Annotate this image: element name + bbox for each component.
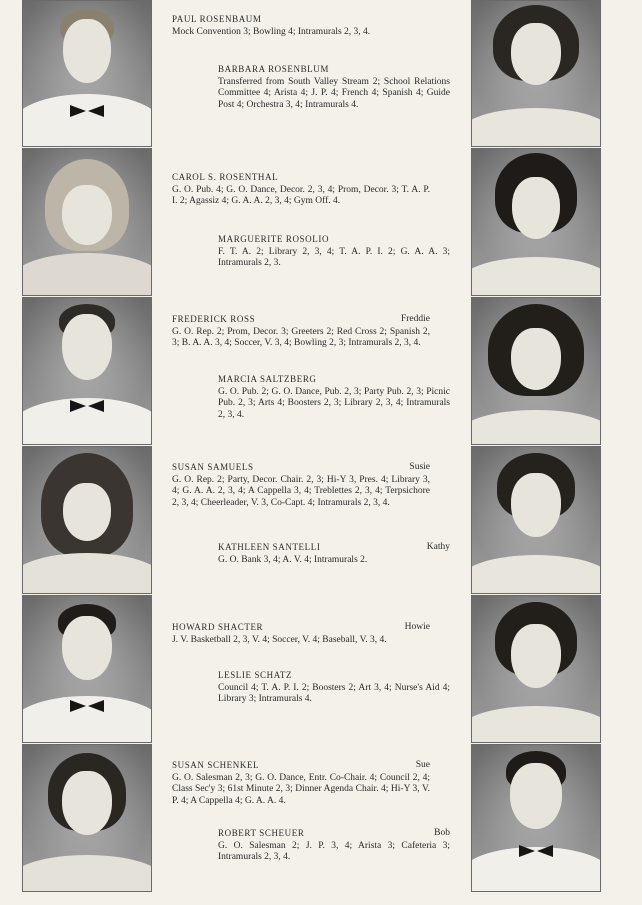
entry-frederick-ross xyxy=(172,314,430,350)
portrait-howard-shacter xyxy=(22,595,152,743)
student-name: SUSAN SCHENKEL xyxy=(172,760,260,770)
portrait-susan-schenkel xyxy=(22,744,152,892)
student-activities: G. O. Rep. 2; Party, Decor. Chair. 2, 3; Hi-Y 3, Pres. 4; Library 3, 4; G. A. A. 2, 3, 4; A Cappella 3, 4; Treblettes 2, 3, 4; Terpsichore 2, 3, 4; Cheerleader, V. 3, Co-Capt. 4; Intramurals 2, 3, 4. xyxy=(172,474,430,508)
student-name: PAUL ROSENBAUM xyxy=(172,14,262,24)
portrait-leslie-schatz xyxy=(471,595,601,743)
student-activities: G. O. Bank 3, 4; A. V. 4; Intramurals 2. xyxy=(218,554,368,565)
student-name: ROBERT SCHEUER xyxy=(218,828,305,838)
student-nickname: Kathy xyxy=(426,542,450,552)
portrait-paul-rosenbaum xyxy=(22,0,152,147)
portrait-frederick-ross xyxy=(22,297,152,445)
student-activities: Mock Convention 3; Bowling 4; Intramurals 2, 3, 4. xyxy=(172,26,371,37)
student-activities: G. O. Salesman 2; J. P. 3, 4; Arista 3; Cafeteria 3; Intramurals 2, 3, 4. xyxy=(218,840,450,862)
student-activities: G. O. Pub. 2; G. O. Dance, Pub. 2, 3; Party Pub. 2, 3; Picnic Pub. 2, 3; Arts 4; Boosters 2, 3; Library 2, 3, 4; Intramurals 2, 3, 4. xyxy=(218,386,450,420)
student-activities: F. T. A. 2; Library 2, 3, 4; T. A. P. I. 2; G. A. A. 3; Intramurals 2, 3. xyxy=(218,246,450,268)
portrait-robert-scheuer xyxy=(471,744,601,892)
student-nickname: Bob xyxy=(434,828,450,838)
student-nickname: Sue xyxy=(415,760,430,770)
entry-marguerite-rosolio xyxy=(218,234,450,270)
portrait-marguerite-rosolio xyxy=(471,148,601,296)
student-activities: Council 4; T. A. P. I. 2; Boosters 2; Art 3, 4; Nurse's Aid 4; Library 3; Intramurals 4. xyxy=(218,682,450,704)
entry-marcia-saltzberg xyxy=(218,374,450,421)
student-activities: Transferred from South Valley Stream 2; School Relations Committee 4; Arista 4; J. P. 4; French 4; Spanish 4; Guide Post 4; Orchestra 3, 4; Intramurals 4. xyxy=(218,76,450,110)
entry-howard-shacter xyxy=(172,622,430,646)
student-name: KATHLEEN SANTELLI xyxy=(218,542,321,552)
student-nickname: Freddie xyxy=(400,314,430,324)
student-name: FREDERICK ROSS xyxy=(172,314,256,324)
entry-susan-samuels xyxy=(172,462,430,509)
student-activities: G. O. Salesman 2, 3; G. O. Dance, Entr. Co-Chair. 4; Council 2, 4; Class Sec'y 3; 61st Minute 2, 3; Dinner Agenda Chair. 4; Hi-Y 3, V. P. 4; A Cappella 4; G. A. A. 4. xyxy=(172,772,430,806)
student-name: LESLIE SCHATZ xyxy=(218,670,293,680)
student-nickname: Howie xyxy=(404,622,430,632)
portrait-marcia-saltzberg xyxy=(471,297,601,445)
entry-carol-rosenthal xyxy=(172,172,430,208)
portrait-susan-samuels xyxy=(22,446,152,594)
student-activities: G. O. Rep. 2; Prom, Decor. 3; Greeters 2; Red Cross 2; Spanish 2, 3; B. A. A. 3, 4; Soccer, V. 3, 4; Bowling 2, 3; Intramurals 2, 3, 4. xyxy=(172,326,430,348)
entry-paul-rosenbaum xyxy=(172,14,450,38)
entry-kathleen-santelli xyxy=(218,542,450,566)
entry-barbara-rosenblum xyxy=(218,64,450,111)
student-name: HOWARD SHACTER xyxy=(172,622,264,632)
student-activities: G. O. Pub. 4; G. O. Dance, Decor. 2, 3, 4; Prom, Decor. 3; T. A. P. I. 2; Agassiz 4; G. A. A. 2, 3, 4; Gym Off. 4. xyxy=(172,184,430,206)
student-activities: J. V. Basketball 2, 3, V. 4; Soccer, V. 4; Baseball, V. 3, 4. xyxy=(172,634,387,645)
portrait-barbara-rosenblum xyxy=(471,0,601,147)
student-name: MARGUERITE ROSOLIO xyxy=(218,234,330,244)
portrait-kathleen-santelli xyxy=(471,446,601,594)
entry-susan-schenkel xyxy=(172,760,430,807)
student-nickname: Susie xyxy=(409,462,430,472)
student-name: MARCIA SALTZBERG xyxy=(218,374,317,384)
student-name: BARBARA ROSENBLUM xyxy=(218,64,329,74)
entry-leslie-schatz xyxy=(218,670,450,706)
student-name: CAROL S. ROSENTHAL xyxy=(172,172,279,182)
entry-robert-scheuer xyxy=(218,828,450,864)
student-name: SUSAN SAMUELS xyxy=(172,462,254,472)
portrait-carol-rosenthal xyxy=(22,148,152,296)
